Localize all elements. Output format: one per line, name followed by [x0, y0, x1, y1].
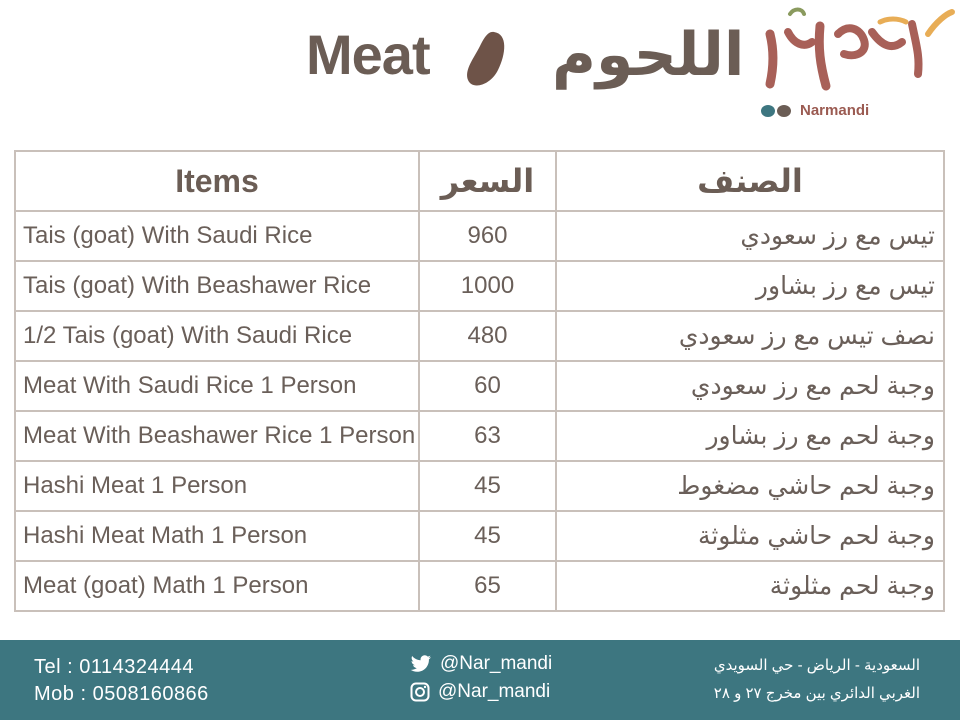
- item-name-ar: وجبة لحم مثلوثة: [556, 561, 944, 611]
- table-row: [15, 461, 944, 511]
- social-links: [410, 650, 552, 706]
- item-price: 65: [419, 561, 556, 611]
- table-row: [15, 361, 944, 411]
- item-name-ar: تيس مع رز بشاور: [556, 261, 944, 311]
- menu-header: [0, 0, 960, 140]
- logo-subtitle: Narmandi: [800, 102, 870, 119]
- table-row: [15, 561, 944, 611]
- item-name-en: Meat With Saudi Rice 1 Person: [15, 361, 419, 411]
- item-price: 60: [419, 361, 556, 411]
- table-row: [15, 311, 944, 361]
- table-row: [15, 511, 944, 561]
- item-name-en: Tais (goat) With Saudi Rice: [15, 211, 419, 261]
- table-row: [15, 211, 944, 261]
- item-name-ar: وجبة لحم مع رز بشاور: [556, 411, 944, 461]
- address: [714, 652, 920, 708]
- item-name-ar: وجبة لحم مع رز سعودي: [556, 361, 944, 411]
- item-price: 45: [419, 461, 556, 511]
- item-price: 63: [419, 411, 556, 461]
- item-name-en: Hashi Meat 1 Person: [15, 461, 419, 511]
- address-line-2: الغربي الدائري بين مخرج ٢٧ و ٢٨: [713, 685, 920, 702]
- item-name-ar: تيس مع رز سعودي: [556, 211, 944, 261]
- address-line-1: السعودية - الرياض - حي السويدي: [713, 657, 920, 674]
- mobile-number[interactable]: Mob : 0508160866: [34, 683, 209, 705]
- menu-table: [14, 150, 945, 612]
- item-price: 45: [419, 511, 556, 561]
- item-price: 480: [419, 311, 556, 361]
- table-row: [15, 411, 944, 461]
- title-english: Meat: [306, 23, 430, 86]
- footer-bar: [0, 640, 960, 720]
- item-name-ar: نصف تيس مع رز سعودي: [556, 311, 944, 361]
- item-price: 1000: [419, 261, 556, 311]
- table-header-row: [15, 151, 944, 211]
- header-price: السعر: [419, 151, 556, 211]
- title-arabic: اللحوم: [552, 21, 745, 88]
- instagram-handle[interactable]: @Nar_mandi: [438, 681, 551, 702]
- header-items: Items: [15, 151, 419, 211]
- item-name-en: 1/2 Tais (goat) With Saudi Rice: [15, 311, 419, 361]
- item-name-en: Hashi Meat Math 1 Person: [15, 511, 419, 561]
- table-row: [15, 261, 944, 311]
- twitter-icon: [410, 655, 432, 673]
- contact-info: [34, 654, 209, 708]
- instagram-icon: [410, 682, 430, 702]
- item-name-en: Meat With Beashawer Rice 1 Person: [15, 411, 419, 461]
- item-name-ar: وجبة لحم حاشي مضغوط: [556, 461, 944, 511]
- item-name-en: Tais (goat) With Beashawer Rice: [15, 261, 419, 311]
- header-category: الصنف: [556, 151, 944, 211]
- twitter-handle[interactable]: @Nar_mandi: [440, 653, 553, 674]
- narmandi-logo: [760, 4, 956, 104]
- item-price: 960: [419, 211, 556, 261]
- phone-number[interactable]: Tel : 0114324444: [34, 656, 194, 678]
- item-name-en: Meat (goat) Math 1 Person: [15, 561, 419, 611]
- logo-dots-icon: [760, 102, 796, 120]
- item-name-ar: وجبة لحم حاشي مثلوثة: [556, 511, 944, 561]
- leaf-icon: [464, 30, 508, 90]
